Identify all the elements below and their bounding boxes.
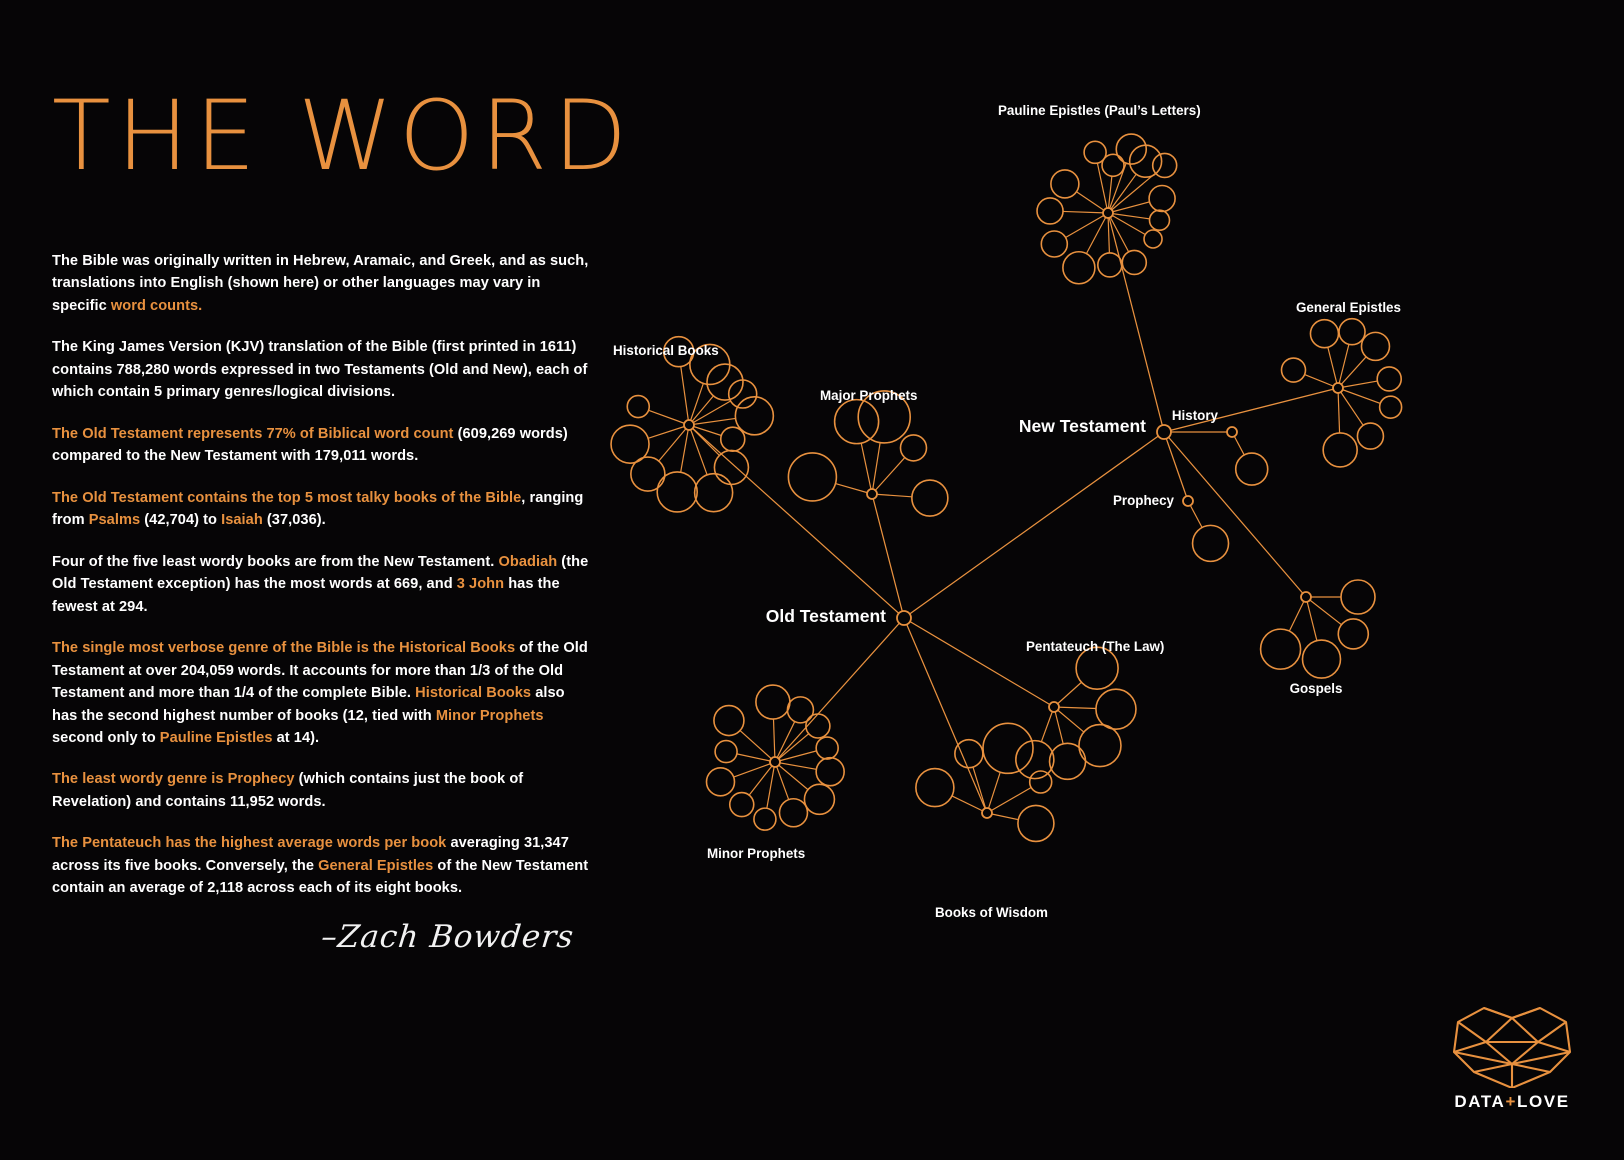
testament-label: New Testament: [1018, 416, 1146, 436]
book-node: [754, 808, 776, 830]
book-node: [611, 425, 649, 463]
book-node: [1153, 153, 1177, 177]
book-node: [1339, 319, 1365, 345]
highlight-text: 3 John: [456, 576, 505, 593]
book-node: [1116, 134, 1146, 164]
body-paragraph: [52, 336, 592, 403]
genre-node: [684, 420, 694, 430]
body-paragraph: [52, 637, 592, 749]
body-text: Four of the five least wordy books are from the New Testament.: [52, 553, 499, 570]
book-link: [689, 418, 736, 425]
book-node: [1096, 689, 1136, 729]
book-node: [1149, 186, 1175, 212]
link-layer: [648, 163, 1380, 820]
genre-node: [770, 757, 780, 767]
book-node: [912, 480, 948, 516]
genre-node: [1103, 208, 1113, 218]
book-node: [1098, 253, 1122, 277]
trunk-link: [1164, 432, 1188, 501]
genre-label: Gospels: [1289, 681, 1343, 696]
book-node: [835, 400, 879, 444]
genre-node: [867, 489, 877, 499]
highlight-text: The Old Testament represents 77% of Biblical word count: [52, 425, 454, 442]
leaf-node-layer: [611, 134, 1402, 841]
book-node: [707, 364, 743, 400]
book-node: [695, 474, 733, 512]
genre-label: Major Prophets: [820, 388, 918, 403]
trunk-link: [904, 432, 1164, 618]
book-node: [1380, 396, 1402, 418]
book-node: [806, 714, 830, 738]
wordmark-left: DATA: [1454, 1092, 1506, 1111]
genre-node: [1183, 496, 1193, 506]
testament-node: [897, 611, 911, 625]
body-text: (which contains just the book of Revelation) and contains 11,952 words.: [52, 771, 524, 810]
book-link: [681, 367, 689, 425]
network-svg: [560, 0, 1624, 1000]
book-link: [740, 731, 775, 762]
book-node: [916, 769, 954, 807]
body-paragraph: [52, 551, 592, 618]
page-title: THE WORD: [52, 80, 634, 192]
body-text: of the Old Testament at over 204,059 words. It accounts for more than 1/3 of the Old Testament and more than 1/4 of the complete Bible.: [52, 640, 588, 702]
testament-label: Old Testament: [765, 606, 886, 626]
copy-column: [52, 80, 634, 955]
body-text: averaging 31,347 across its five books. Conversely, the: [52, 835, 569, 874]
book-node: [715, 741, 737, 763]
brand-wordmark: [1424, 1092, 1600, 1112]
book-node: [1338, 619, 1368, 649]
book-node: [1193, 525, 1229, 561]
book-node: [1063, 252, 1095, 284]
book-link: [872, 494, 912, 497]
genre-label: Books of Wisdom: [935, 905, 1048, 920]
book-node: [1144, 230, 1162, 248]
book-node: [1018, 805, 1054, 841]
book-link: [1328, 347, 1338, 388]
trunk-link: [1108, 213, 1164, 432]
genre-node: [1049, 702, 1059, 712]
book-node: [1050, 743, 1086, 779]
book-node: [983, 723, 1033, 773]
book-node: [788, 453, 836, 501]
book-link: [649, 410, 689, 425]
trunk-link: [1164, 432, 1306, 597]
body-paragraph: [52, 832, 592, 899]
book-node: [1102, 154, 1124, 176]
book-link: [973, 767, 987, 813]
book-node: [1357, 423, 1383, 449]
book-node: [1236, 453, 1268, 485]
body-text: at 14).: [272, 729, 320, 746]
book-node: [721, 427, 745, 451]
wordmark-right: LOVE: [1516, 1092, 1570, 1111]
genre-label: Minor Prophets: [707, 846, 806, 861]
book-node: [1030, 771, 1052, 793]
genre-label: General Epistles: [1296, 300, 1401, 315]
book-link: [689, 383, 703, 425]
highlight-text: Historical Books: [415, 685, 532, 702]
brand-logo: [1424, 996, 1600, 1124]
book-node: [1122, 250, 1146, 274]
body-text: of the New Testament contain an average of 2,118 across each of its eight books.: [52, 857, 589, 897]
book-link: [767, 762, 775, 808]
author-signature: –Zach Bowders: [319, 918, 576, 955]
body-text: The Bible was originally written in Hebrew, Aramaic, and Greek, and as such, translations into English (shown here) or other languages may vary in specific: [52, 253, 589, 314]
wordmark-plus: +: [1505, 1092, 1517, 1111]
book-link: [1054, 707, 1096, 708]
highlight-text: The least wordy genre is Prophecy: [52, 771, 295, 788]
highlight-text: Obadiah: [498, 553, 558, 570]
genre-label: Pauline Epistles (Paul’s Letters): [998, 103, 1201, 118]
book-link: [1063, 211, 1108, 213]
genre-label: History: [1171, 408, 1218, 423]
genre-label: Pentateuch (The Law): [1026, 639, 1165, 654]
highlight-text: General Epistles: [318, 857, 434, 874]
book-node: [1361, 332, 1389, 360]
body-text: (42,704) to: [140, 512, 222, 529]
book-node: [714, 706, 744, 736]
genre-node: [1301, 592, 1311, 602]
book-node: [955, 740, 983, 768]
genre-label: Historical Books: [613, 343, 719, 358]
book-node: [730, 793, 754, 817]
network-diagram: [560, 0, 1624, 1000]
genre-node: [1227, 427, 1237, 437]
highlight-text: Psalms: [88, 512, 141, 529]
book-node: [779, 799, 807, 827]
trunk-link: [904, 618, 1054, 707]
book-node: [816, 737, 838, 759]
book-node: [1261, 629, 1301, 669]
book-node: [1310, 320, 1338, 348]
body-paragraph: [52, 423, 592, 468]
hub-node-layer: [684, 208, 1343, 818]
trunk-link: [872, 494, 904, 618]
body-text: has the fewest at 294.: [52, 576, 560, 615]
highlight-text: Minor Prophets: [435, 707, 544, 724]
book-node: [714, 450, 748, 484]
body-text: second only to: [52, 729, 160, 746]
book-node: [1323, 433, 1357, 467]
highlight-text: The Pentateuch has the highest average words per book: [52, 835, 447, 852]
book-link: [1338, 388, 1340, 433]
book-node: [1341, 580, 1375, 614]
book-link: [681, 425, 689, 472]
book-node: [756, 685, 790, 719]
genre-label: Prophecy: [1112, 493, 1174, 508]
body-paragraph: [52, 250, 592, 317]
book-link: [689, 401, 731, 425]
highlight-text: word counts.: [110, 297, 203, 314]
body-text: The King James Version (KJV) translation of the Bible (first printed in 1611) contains 788,280 words expressed in two Testaments (Old and New), each of which contain 5 primary genres/logical divisions.: [52, 339, 588, 401]
book-link: [775, 722, 795, 762]
book-node: [627, 396, 649, 418]
highlight-text: The single most verbose genre of the Bible is the Historical Books: [52, 640, 516, 657]
book-link: [775, 762, 816, 769]
body-text: (the Old Testament exception) has the most words at 669, and: [52, 553, 589, 593]
book-node: [1037, 198, 1063, 224]
book-node: [706, 768, 734, 796]
paragraph-list: [52, 250, 592, 900]
highlight-text: Isaiah: [221, 512, 263, 529]
highlight-text: The Old Testament contains the top 5 most talky books of the Bible: [52, 489, 522, 506]
book-node: [657, 472, 697, 512]
body-paragraph: [52, 487, 592, 532]
testament-node: [1157, 425, 1171, 439]
book-node: [816, 758, 844, 786]
book-node: [1149, 210, 1169, 230]
genre-node: [982, 808, 992, 818]
book-node: [804, 784, 834, 814]
book-link: [1338, 388, 1380, 403]
heart-polygon-icon: [1424, 996, 1600, 1088]
book-link: [861, 443, 872, 494]
body-text: (609,269 words) compared to the New Testament with 179,011 words.: [52, 425, 568, 465]
book-node: [1302, 640, 1340, 678]
book-node: [1377, 367, 1401, 391]
genre-node: [1333, 383, 1343, 393]
highlight-text: Pauline Epistles: [159, 729, 273, 746]
book-node: [1051, 170, 1079, 198]
book-node: [1281, 358, 1305, 382]
body-text: (37,036).: [262, 512, 326, 529]
book-link: [773, 719, 775, 762]
trunk-link: [775, 618, 904, 762]
body-text: also has the second highest number of books (12, tied with: [52, 685, 565, 724]
body-text: , ranging from: [52, 489, 584, 529]
book-node: [1041, 231, 1067, 257]
book-link: [1338, 388, 1363, 425]
book-node: [787, 697, 813, 723]
body-paragraph: [52, 768, 592, 813]
book-node: [900, 435, 926, 461]
